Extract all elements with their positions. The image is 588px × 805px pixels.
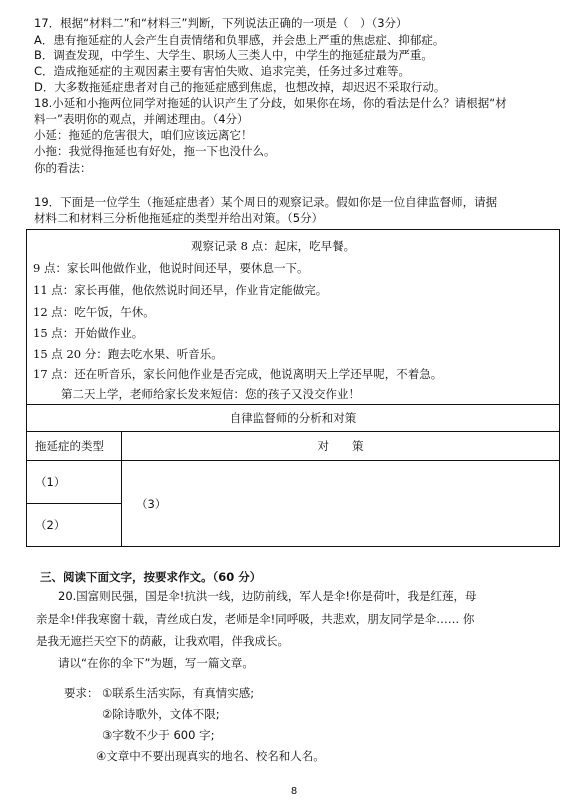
observation-line-5: 15 点：开始做作业。 <box>33 326 144 340</box>
essay-prompt-line-2: 亲是伞!伴我寒窗十载，青丝成白发，老师是伞!同呼吸，共悲欢，朋友同学是伞…… 你 <box>36 612 475 626</box>
q18-dialogue-1: 小延：拖延的危害很大，咱们应该远离它！ <box>34 128 253 142</box>
observation-line-6: 15 点 20 分：跑去吃水果、听音乐。 <box>33 347 223 361</box>
q18-answer-prompt: 你的看法： <box>34 161 92 175</box>
observation-line-3: 11 点：家长再催，他依然说时间还早，作业肯定能做完。 <box>33 283 328 297</box>
essay-prompt-line-1: 20.国富则民强，国是伞!抗洪一线，边防前线，军人是伞!你是荷叶，我是红莲，母 <box>58 589 477 603</box>
page-number: 8 <box>290 786 298 797</box>
observation-line-1: 观察记录 8 点：起床，吃早餐。 <box>191 239 356 253</box>
analysis-table <box>26 404 560 547</box>
observation-line-8: 第二天上学，老师给家长发来短信：您的孩子又没交作业！ <box>61 387 360 401</box>
column-header-type: 拖延症的类型 <box>27 432 122 461</box>
requirements-label: 要求： <box>64 686 99 700</box>
blank-3: （3） <box>122 461 560 547</box>
requirement-2: ②除诗歌外，文体不限; <box>102 707 220 721</box>
blank-2: （2） <box>27 504 122 547</box>
analysis-table-title: 自律监督师的分析和对策 <box>27 405 560 432</box>
q17-option-c: C．造成拖延症的主观因素主要有害怕失败、追求完美，任务过多过难等。 <box>34 64 411 78</box>
requirement-1: ①联系生活实际，有真情实感; <box>102 686 255 700</box>
q17-option-d: D．大多数拖延症患者对自己的拖延症感到焦虑，也想改掉，却迟迟不采取行动。 <box>34 80 446 94</box>
column-header-measure: 对 策 <box>122 432 560 461</box>
essay-instruction: 请以“在你的伞下”为题，写一篇文章。 <box>58 656 254 670</box>
observation-record-box <box>26 229 560 405</box>
q19-stem-line1: 19．下面是一位学生（拖延症患者）某个周日的观察记录。假如你是一位自律监督师，请据 <box>34 195 498 209</box>
blank-1: （1） <box>27 461 122 504</box>
q18-stem-line1: 18.小延和小拖两位同学对拖延的认识产生了分歧，如果你在场，你的看法是什么？请根据“材 <box>34 96 507 110</box>
requirement-4: ④文章中不要出现真实的地名、校名和人名。 <box>96 749 325 763</box>
q17-option-a: A．患有拖延症的人会产生自责情绪和负罪感，并会患上严重的焦虑症、抑郁症。 <box>34 33 445 47</box>
q18-dialogue-2: 小拖：我觉得拖延也有好处，拖一下也没什么。 <box>34 144 276 158</box>
section3-heading: 三、阅读下面文字，按要求作文。（60 分） <box>40 570 262 584</box>
q19-stem-line2: 材料二和材料三分析他拖延症的类型并给出对策。（5分） <box>34 211 324 225</box>
observation-line-4: 12 点：吃午饭，午休。 <box>33 305 155 319</box>
essay-prompt-line-3: 是我无遮拦天空下的荫蔽，让我欢唱，伴我成长。 <box>36 634 289 648</box>
observation-line-7: 17 点：还在听音乐，家长问他作业是否完成，他说离明天上学还早呢，不着急。 <box>33 367 443 381</box>
observation-line-2: 9 点：家长叫他做作业，他说时间还早，要休息一下。 <box>33 261 309 275</box>
requirement-3: ③字数不少于 600 字; <box>102 728 215 742</box>
q18-stem-line2: 料一”表明你的观点，并阐述理由。（4分） <box>34 112 249 126</box>
q17-stem: 17．根据“材料二”和“材料三”判断，下列说法正确的一项是（ ）（3分） <box>34 16 408 30</box>
q17-option-b: B．调查发现，中学生、大学生、职场人三类人中，中学生的拖延症最为严重。 <box>34 48 433 62</box>
